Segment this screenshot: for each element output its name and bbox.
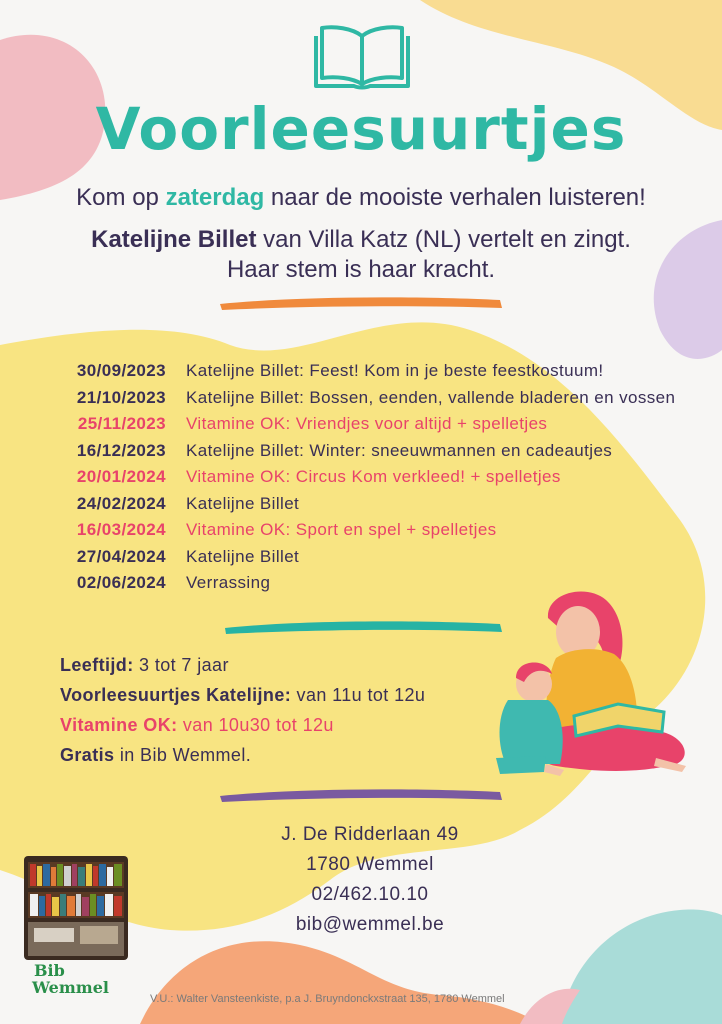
schedule-row: [52, 438, 722, 465]
contact-city: 1780 Wemmel: [306, 854, 434, 875]
schedule-row: [52, 385, 722, 412]
schedule-date: 16/03/2024: [76, 520, 166, 540]
intro-line-2: [0, 226, 722, 254]
vitamine-time-line: [60, 710, 425, 740]
logo-line-2: Wemmel: [32, 978, 109, 997]
schedule-row: [52, 464, 722, 491]
bookshelf-icon: [28, 862, 124, 956]
schedule-list: [52, 358, 722, 597]
vitamine-time-label: Vitamine OK:: [60, 715, 178, 735]
free-line: [60, 740, 425, 770]
schedule-date: 16/12/2023: [76, 440, 166, 460]
age-label: Leeftijd:: [60, 655, 134, 675]
info-block: [60, 650, 425, 770]
schedule-description: Katelijne Billet: Winter: sneeuwmannen en cadeautjes: [186, 440, 613, 460]
reading-illustration: [486, 588, 696, 784]
contact-block: [200, 820, 540, 940]
intro-line-1-highlight: zaterdag: [165, 184, 265, 211]
age-value: 3 tot 7 jaar: [133, 655, 229, 675]
contact-street: J. De Ridderlaan 49: [281, 824, 459, 845]
schedule-description: Katelijne Billet: Bossen, eenden, vallende bladeren en vossen: [186, 387, 676, 407]
footer-vu: V.U.: Walter Vansteenkiste, p.a J. Bruyndonckxstraat 135, 1780 Wemmel: [150, 993, 505, 1005]
schedule-date: 24/02/2024: [76, 493, 166, 513]
schedule-date: 30/09/2023: [76, 361, 166, 381]
intro-line-1: [0, 184, 722, 212]
schedule-description: Katelijne Billet: [186, 493, 300, 513]
schedule-row: [52, 491, 722, 518]
open-book-icon: [314, 22, 410, 92]
logo-line-1: Bib: [34, 961, 65, 980]
intro-line-1-pre: Kom op: [76, 184, 166, 211]
free-label: Gratis: [60, 745, 115, 765]
schedule-date: 20/01/2024: [76, 467, 166, 487]
intro-line-2-bold: Katelijne Billet: [91, 226, 257, 253]
katelijne-time-value: van 11u tot 12u: [291, 685, 426, 705]
schedule-description: Vitamine OK: Circus Kom verkleed! + spelletjes: [186, 467, 561, 487]
schedule-row: [52, 411, 722, 438]
schedule-date: 21/10/2023: [76, 387, 166, 407]
schedule-description: Verrassing: [186, 573, 271, 593]
schedule-date: 25/11/2023: [77, 414, 166, 434]
schedule-row: [52, 517, 722, 544]
orange-blob: [140, 941, 540, 1024]
age-line: [60, 650, 425, 680]
intro-line-1-post: naar de mooiste verhalen luisteren!: [264, 184, 646, 211]
schedule-description: Vitamine OK: Vriendjes voor altijd + spelletjes: [186, 414, 548, 434]
bib-wemmel-logo-image: [24, 856, 128, 960]
intro-line-3: Haar stem is haar kracht.: [226, 256, 496, 283]
page-title: Voorleesuurtjes: [95, 95, 627, 163]
schedule-date: 27/04/2024: [76, 546, 166, 566]
intro-line-2-rest: van Villa Katz (NL) vertelt en zingt.: [256, 226, 631, 253]
vitamine-time-value: van 10u30 tot 12u: [177, 715, 334, 735]
schedule-description: Katelijne Billet: Feest! Kom in je beste feestkostuum!: [186, 361, 604, 381]
teal-blob: [560, 909, 722, 1024]
schedule-date: 02/06/2024: [76, 573, 166, 593]
schedule-row: [52, 544, 722, 571]
free-value: in Bib Wemmel.: [114, 745, 252, 765]
logo-text: [32, 962, 109, 996]
contact-email[interactable]: bib@wemmel.be: [295, 914, 445, 935]
contact-phone[interactable]: 02/462.10.10: [311, 884, 429, 905]
orange-brush-stroke: [220, 297, 502, 310]
katelijne-time-line: [60, 680, 425, 710]
katelijne-time-label: Voorleesuurtjes Katelijne:: [60, 685, 292, 705]
schedule-description: Katelijne Billet: [186, 546, 300, 566]
schedule-description: Vitamine OK: Sport en spel + spelletjes: [186, 520, 497, 540]
schedule-row: [52, 358, 722, 385]
